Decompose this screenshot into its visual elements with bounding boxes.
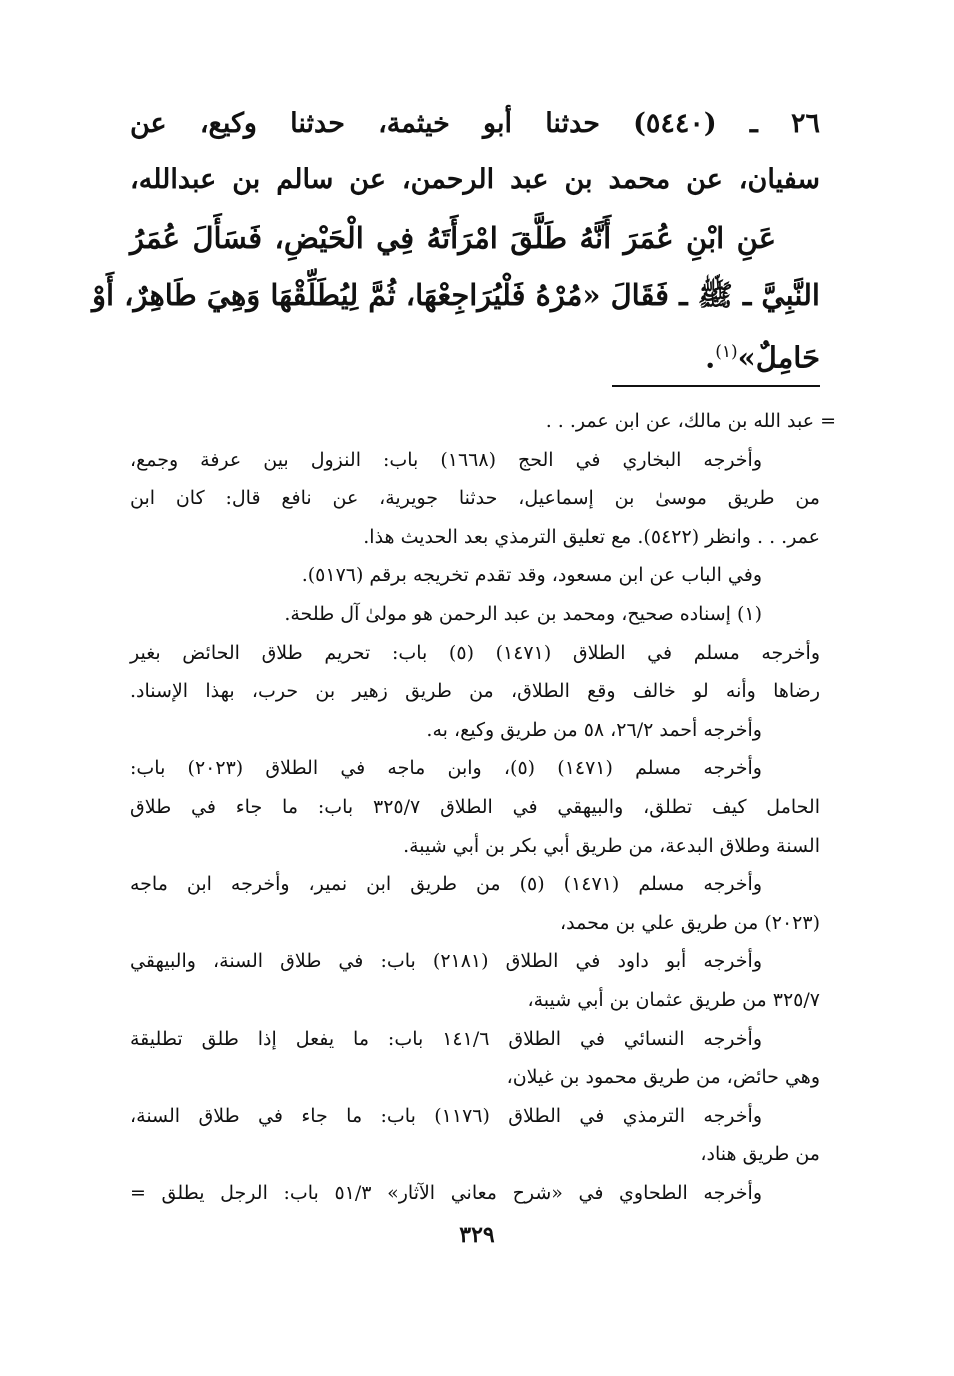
matn-line: النَّبِيَّ ـ ﷺ ـ فَقَالَ «مُرْهُ فَلْيُرَاجِعْهَا، ثُمَّ لِيُطَلِّقْهَا وَهِيَ طَاهِرٌ، أَوْ	[91, 278, 820, 312]
footnote-line: من طريق هناد،	[700, 1143, 820, 1166]
footnote-line: الحامل كيف تطلق، والبيهقي في الطلاق ٣٢٥/٧ باب: ما جاء في طلاق	[130, 795, 820, 818]
hadith-isnad	[130, 96, 820, 208]
footnote-line: وهي حائض، من طريق محمود بن غيلان،	[506, 1066, 820, 1089]
footnote-line: وأخرجه النسائي في الطلاق ١٤١/٦ باب: ما يفعل إذا طلق تطليقة	[130, 1027, 762, 1050]
footnote-line: وفي الباب عن ابن مسعود، وقد تقدم تخريجه برقم (٥١٧٦).	[301, 564, 762, 587]
footnote-line: (١) إسناده صحيح، ومحمد بن عبد الرحمن هو مولىٰ آل طلحة.	[284, 602, 762, 625]
footnote-divider	[612, 385, 820, 387]
matn-line	[130, 324, 820, 387]
footnote-line: وأخرجه أحمد ٢٦/٢، ٥٨ من طريق وكيع، به.	[426, 718, 762, 741]
footnote-line: (٢٠٢٣) من طريق علي بن محمد،	[560, 911, 820, 934]
footnote-line: وأخرجه أبو داود في الطلاق (٢١٨١) باب: في طلاق السنة، والبيهقي	[130, 950, 762, 973]
footnote-line: وأخرجه الطحاوي في «شرح معاني الآثار» ٥١/٣ باب: الرجل يطلق =	[130, 1181, 763, 1204]
page-number: ٣٢٩	[459, 1222, 495, 1248]
footnote-marker: (١)	[715, 342, 738, 362]
isnad-line: ٢٦ ـ (٥٤٤٠) حدثنا أبو خيثمة، حدثنا وكيع، عن	[130, 108, 820, 139]
footnote-line: وأخرجه البخاري في الحج (١٦٦٨) باب: النزول بين عرفة وجمع،	[130, 448, 763, 471]
footnotes	[130, 402, 836, 1212]
footnote-line: وأخرجه مسلم في الطلاق (١٤٧١) (٥) باب: تحريم طلاق الحائض بغير	[130, 641, 820, 664]
matn-line: عَنِ ابْنِ عُمَرَ أَنَّهُ طَلَّقَ امْرَأَتَهُ فِي الْحَيْضِ، فَسَأَلَ عُمَرُ	[130, 221, 776, 255]
footnote-line: السنة وطلاق البدعة، من طريق أبي بكر بن أبي شيبة.	[403, 834, 820, 857]
footnote-line: من طريق موسىٰ بن إسماعيل، حدثنا جويرية، عن نافع قال: كان ابن	[130, 487, 820, 510]
isnad-line: سفيان، عن محمد بن عبد الرحمن، عن سالم بن عبدالله،	[130, 164, 820, 195]
matn-last-words: حَامِلٌ»	[737, 340, 820, 375]
footnote-line: رضاها وأنه لو خالف وقع الطلاق، من طريق زهير بن حرب، بهذا الإسناد.	[130, 680, 820, 703]
footnote-line: وأخرجه الترمذي في الطلاق (١١٧٦) باب: ما جاء في طلاق السنة،	[130, 1104, 762, 1127]
footnote-line: وأخرجه مسلم (١٤٧١) (٥) من طريق ابن نمير، وأخرجه ابن ماجه	[130, 873, 763, 896]
footnote-line: ٣٢٥/٧ من طريق عثمان بن أبي شيبة،	[527, 988, 820, 1011]
hadith-matn	[91, 210, 820, 387]
footnote-line: وأخرجه مسلم (١٤٧١) (٥)، وابن ماجه في الطلاق (٢٠٢٣) باب:	[130, 757, 762, 780]
period: .	[705, 340, 716, 375]
footnote-line: = عبد الله بن مالك، عن ابن عمر. . .	[545, 410, 836, 432]
footnote-line: عمر. . . وانظر (٥٤٢٢). مع تعليق الترمذي بعد الحديث هذا.	[363, 525, 820, 548]
